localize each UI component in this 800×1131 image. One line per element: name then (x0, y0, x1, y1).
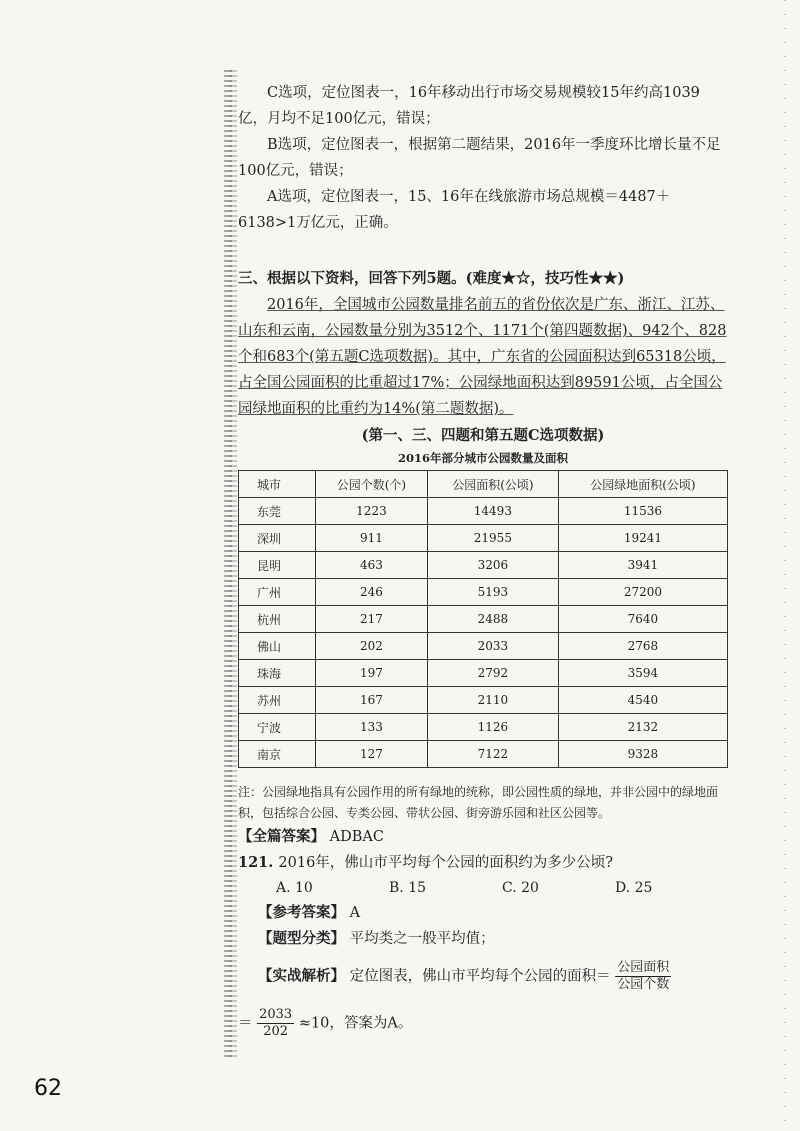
cell-city: 宁波 (239, 714, 316, 741)
table-row (239, 579, 728, 606)
option-b: B. 15 (389, 880, 427, 896)
cell-count: 246 (316, 579, 428, 606)
cell-green: 11536 (558, 498, 727, 525)
fraction-numerator: 2033 (259, 1007, 293, 1022)
equals-sign: ＝ (238, 1015, 253, 1032)
option-a: A. 10 (276, 880, 313, 896)
category-label: 【题型分类】 (258, 930, 345, 947)
table-row (239, 552, 728, 579)
analysis (238, 960, 728, 993)
section-body: 2016年，全国城市公园数量排名前五的省份依次是广东、浙江、江苏、山东和云南，公园数量分别为3512个、1171个(第四题数据)、942个、828个和683个(第五题C选项数据)。其中，广东省的公园面积达到65318公顷，占全国公园面积的比重超过17%；公园绿地面积达到89591公顷，占全国公园绿地面积的比重约为14%(第二题数据)。 (238, 297, 727, 417)
reference-answer (238, 900, 728, 926)
table-row (239, 714, 728, 741)
table-header-row (239, 471, 728, 498)
result-text: ≈10，答案为A。 (298, 1015, 413, 1032)
option-c: C. 20 (502, 880, 539, 896)
analysis-text: 定位图表，佛山市平均每个公园的面积＝ (349, 968, 611, 985)
answer-options (238, 876, 728, 900)
cell-area: 5193 (427, 579, 558, 606)
page-edge-dots (784, 0, 786, 1131)
cell-area: 2488 (427, 606, 558, 633)
cell-green: 27200 (558, 579, 727, 606)
cell-area: 14493 (427, 498, 558, 525)
cell-green: 9328 (558, 741, 727, 768)
cell-area: 2792 (427, 660, 558, 687)
table-row (239, 687, 728, 714)
cell-city: 苏州 (239, 687, 316, 714)
question (238, 850, 728, 876)
question-number: 121. (238, 854, 274, 871)
cell-area: 1126 (427, 714, 558, 741)
cell-city: 广州 (239, 579, 316, 606)
cell-count: 463 (316, 552, 428, 579)
cell-count: 217 (316, 606, 428, 633)
option-c-explanation: C选项，定位图表一，16年移动出行市场交易规模较15年约高1039亿，月均不足100亿元，错误； (238, 85, 700, 127)
cell-count: 127 (316, 741, 428, 768)
cell-city: 昆明 (239, 552, 316, 579)
cell-green: 3941 (558, 552, 727, 579)
question-text: 2016年，佛山市平均每个公园的面积约为多少公顷? (278, 855, 614, 871)
cell-green: 2132 (558, 714, 727, 741)
full-answer (238, 824, 728, 850)
header-city: 城市 (239, 471, 316, 498)
fraction-numerator: 公园面积 (617, 960, 670, 975)
cell-count: 202 (316, 633, 428, 660)
park-data-table (238, 470, 728, 768)
header-park-count: 公园个数(个) (316, 471, 428, 498)
page-number: 62 (34, 1076, 62, 1101)
cell-area: 2110 (427, 687, 558, 714)
table-note: 注：公园绿地指具有公园作用的所有绿地的统称，即公园性质的绿地，并非公园中的绿地面积，包括综合公园、专类公园、带状公园、街旁游乐园和社区公园等。 (238, 785, 719, 820)
reference-answer-label: 【参考答案】 (258, 904, 345, 921)
cell-city: 南京 (239, 741, 316, 768)
fraction-denominator: 公园个数 (617, 977, 670, 992)
option-a-explanation: A选项，定位图表一，15、16年在线旅游市场总规模＝4487＋6138>1万亿元，正确。 (238, 189, 671, 231)
cell-count: 197 (316, 660, 428, 687)
cell-city: 杭州 (239, 606, 316, 633)
full-answer-value: ADBAC (329, 829, 384, 845)
cell-area: 2033 (427, 633, 558, 660)
cell-count: 133 (316, 714, 428, 741)
full-answer-label: 【全篇答案】 (238, 828, 325, 845)
cell-green: 7640 (558, 606, 727, 633)
table-row (239, 525, 728, 552)
binding-wavy-line-2 (229, 70, 237, 1060)
question-category (238, 926, 728, 952)
fraction-numeric (257, 1007, 294, 1040)
cell-count: 1223 (316, 498, 428, 525)
reference-answer-value: A (349, 905, 361, 921)
analysis-label: 【实战解析】 (258, 967, 345, 985)
table-row (239, 606, 728, 633)
cell-city: 东莞 (239, 498, 316, 525)
cell-count: 167 (316, 687, 428, 714)
fraction-denominator: 202 (263, 1024, 289, 1039)
table-row (239, 741, 728, 768)
analysis-result (238, 1007, 728, 1040)
table-row (239, 660, 728, 687)
cell-count: 911 (316, 525, 428, 552)
cell-green: 3594 (558, 660, 727, 687)
cell-area: 21955 (427, 525, 558, 552)
header-green-area: 公园绿地面积(公顷) (558, 471, 727, 498)
cell-green: 4540 (558, 687, 727, 714)
section-title: 三、根据以下资料，回答下列5题。(难度★☆，技巧性★★) (238, 270, 625, 287)
table-title: 2016年部分城市公园数量及面积 (397, 451, 568, 465)
table-row (239, 498, 728, 525)
cell-city: 深圳 (239, 525, 316, 552)
cell-green: 2768 (558, 633, 727, 660)
table-caption: (第一、三、四题和第五题C选项数据) (361, 427, 605, 444)
option-d: D. 25 (615, 880, 653, 896)
header-park-area: 公园面积(公顷) (427, 471, 558, 498)
page-content (238, 80, 728, 1040)
cell-area: 7122 (427, 741, 558, 768)
fraction-area-over-count (615, 960, 671, 993)
cell-green: 19241 (558, 525, 727, 552)
option-b-explanation: B选项，定位图表一，根据第二题结果，2016年一季度环比增长量不足100亿元，错误； (238, 137, 721, 179)
cell-area: 3206 (427, 552, 558, 579)
table-row (239, 633, 728, 660)
category-value: 平均类之一般平均值； (349, 931, 495, 947)
cell-city: 珠海 (239, 660, 316, 687)
cell-city: 佛山 (239, 633, 316, 660)
